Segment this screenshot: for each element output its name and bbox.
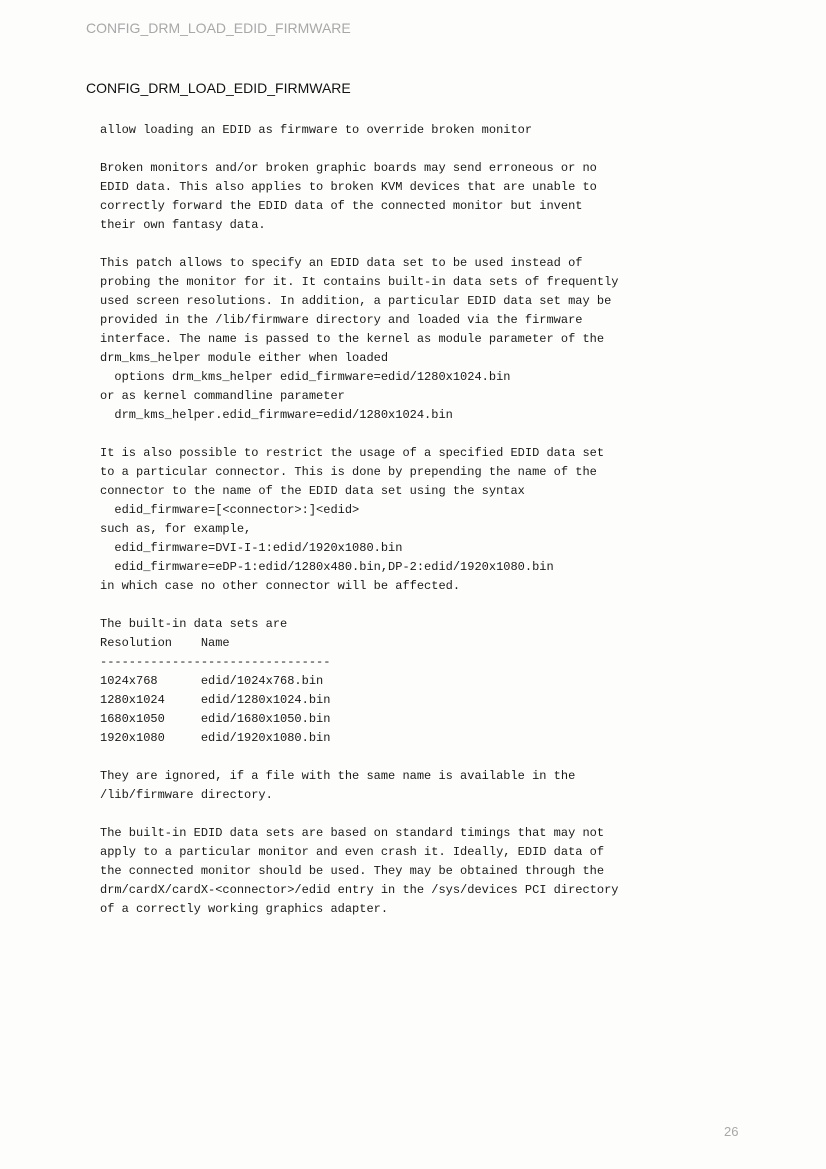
page-number: 26 [724,1124,739,1139]
running-header: CONFIG_DRM_LOAD_EDID_FIRMWARE [86,20,351,36]
section-title: CONFIG_DRM_LOAD_EDID_FIRMWARE [86,80,351,96]
help-text: allow loading an EDID as firmware to override broken monitor Broken monitors and/or broken graphic boards may send erroneous or no EDID data. This also applies to broken KVM devices that are unable to correctly forward the EDID data of the connected monitor but invent their own fantasy data. This patch allows to specify an EDID data set to be used instead of probing the monitor for it. It contains built-in data sets of frequently used screen resolutions. In addition, a particular EDID data set may be provided in the /lib/firmware directory and loaded via the firmware interface. The name is passed to the kernel as module parameter of the drm_kms_helper module either when loaded options drm_kms_helper edid_firmware=edid/1280x1024.bin or as kernel commandline parameter drm_kms_helper.edid_firmware=edid/1280x1024.bin It is also possible to restrict the usage of a specified EDID data set to a particular connector. This is done by prepending the name of the connector to the name of the EDID data set using the syntax edid_firmware=[<connector>:]<edid> such as, for example, edid_firmware=DVI-I-1:edid/1920x1080.bin edid_firmware=eDP-1:edid/1280x480.bin,DP-2:edid/1920x1080.bin in which case no other connector will be affected. The built-in data sets are Resolution Name -------------------------------- 1024x768 edid/1024x768.bin 1280x1024 edid/1280x1024.bin 1680x1050 edid/1680x1050.bin 1920x1080 edid/1920x1080.bin They are ignored, if a file with the same name is available in the /lib/firmware directory. The built-in EDID data sets are based on standard timings that may not apply to a particular monitor and even crash it. Ideally, EDID data of the connected monitor should be used. They may be obtained through the drm/cardX/cardX-<connector>/edid entry in the /sys/devices PCI directory of a correctly working graphics adapter. [100,123,619,916]
